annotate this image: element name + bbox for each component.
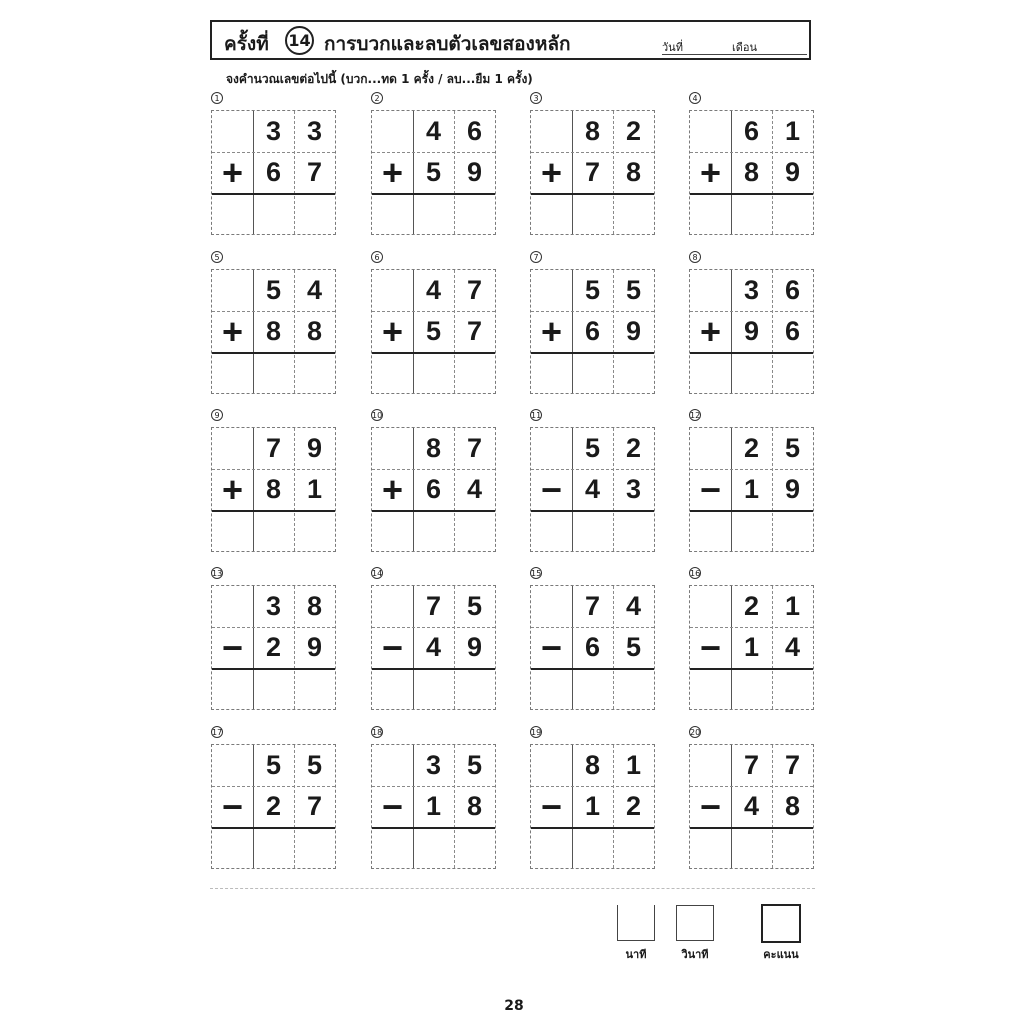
- answer-cell[interactable]: [531, 669, 572, 710]
- bottom-ones-digit: 4: [466, 474, 483, 504]
- answer-cell[interactable]: [413, 511, 454, 552]
- problem-grid: [211, 110, 336, 235]
- top-tens-digit: 5: [584, 433, 601, 463]
- operator-sign: −: [221, 627, 244, 668]
- answer-cell[interactable]: [253, 828, 294, 869]
- top-ones-digit: 4: [306, 275, 323, 305]
- problem-4: [689, 92, 816, 261]
- operator-sign: −: [699, 627, 722, 668]
- top-ones-digit: 5: [784, 433, 801, 463]
- top-ones-digit: 2: [625, 116, 642, 146]
- problem-20: [689, 726, 816, 895]
- bottom-ones-digit: 5: [625, 632, 642, 662]
- problem-9: [211, 409, 338, 578]
- bottom-tens-digit: 5: [425, 157, 442, 187]
- score-box[interactable]: [761, 904, 801, 943]
- bottom-tens-digit: 8: [265, 316, 282, 346]
- answer-cell[interactable]: [253, 669, 294, 710]
- answer-cell[interactable]: [372, 353, 413, 394]
- answer-cell[interactable]: [772, 828, 813, 869]
- top-tens-digit: 8: [425, 433, 442, 463]
- bottom-tens-digit: 4: [425, 632, 442, 662]
- answer-cell[interactable]: [690, 353, 731, 394]
- answer-cell[interactable]: [372, 511, 413, 552]
- bottom-tens-digit: 4: [743, 791, 760, 821]
- bottom-tens-digit: 1: [584, 791, 601, 821]
- answer-cell[interactable]: [613, 194, 654, 235]
- top-tens-digit: 7: [425, 591, 442, 621]
- round-label: ครั้งที่: [224, 33, 269, 55]
- operator-sign: +: [221, 152, 244, 193]
- answer-cell[interactable]: [690, 669, 731, 710]
- top-ones-digit: 1: [625, 750, 642, 780]
- operator-sign: −: [381, 627, 404, 668]
- problem-number: 7: [530, 251, 542, 263]
- problem-grid: [530, 427, 655, 552]
- problem-10: [371, 409, 498, 578]
- problem-number: 10: [372, 411, 383, 420]
- problem-number: 3: [530, 92, 542, 104]
- top-tens-digit: 3: [265, 591, 282, 621]
- seconds-label: วินาที: [681, 948, 709, 961]
- answer-cell[interactable]: [212, 828, 253, 869]
- top-ones-digit: 3: [306, 116, 323, 146]
- top-ones-digit: 9: [306, 433, 323, 463]
- problem-grid: [689, 744, 814, 869]
- problem-grid: [530, 744, 655, 869]
- top-ones-digit: 4: [625, 591, 642, 621]
- bottom-ones-digit: 6: [784, 316, 801, 346]
- round-number-badge: 14: [285, 26, 314, 55]
- top-tens-digit: 7: [743, 750, 760, 780]
- problem-18: [371, 726, 498, 895]
- bottom-tens-digit: 1: [425, 791, 442, 821]
- problem-grid: [371, 585, 496, 710]
- problem-3: [530, 92, 657, 261]
- bottom-tens-digit: 1: [743, 474, 760, 504]
- problem-number: 18: [372, 728, 383, 737]
- bottom-ones-digit: 7: [306, 157, 323, 187]
- operator-sign: +: [381, 469, 404, 510]
- problem-17: [211, 726, 338, 895]
- problem-grid: [689, 110, 814, 235]
- bottom-ones-digit: 7: [466, 316, 483, 346]
- answer-cell[interactable]: [690, 511, 731, 552]
- problem-11: [530, 409, 657, 578]
- answer-cell[interactable]: [253, 511, 294, 552]
- problem-number: 9: [211, 409, 223, 421]
- problem-2: [371, 92, 498, 261]
- answer-cell[interactable]: [613, 353, 654, 394]
- bottom-tens-digit: 5: [425, 316, 442, 346]
- top-ones-digit: 2: [625, 433, 642, 463]
- problem-grid: [689, 585, 814, 710]
- answer-cell[interactable]: [372, 669, 413, 710]
- bottom-ones-digit: 4: [784, 632, 801, 662]
- bottom-ones-digit: 3: [625, 474, 642, 504]
- problem-number: 17: [212, 728, 223, 737]
- problem-grid: [530, 110, 655, 235]
- date-line: [662, 54, 807, 55]
- answer-cell[interactable]: [772, 511, 813, 552]
- answer-cell[interactable]: [613, 669, 654, 710]
- bottom-ones-digit: 9: [466, 632, 483, 662]
- answer-cell[interactable]: [690, 194, 731, 235]
- problem-number: 11: [531, 411, 542, 420]
- answer-cell[interactable]: [731, 828, 772, 869]
- problem-number: 6: [371, 251, 383, 263]
- top-tens-digit: 5: [584, 275, 601, 305]
- bottom-tens-digit: 6: [584, 316, 601, 346]
- bottom-ones-digit: 8: [784, 791, 801, 821]
- bottom-tens-digit: 2: [265, 791, 282, 821]
- problem-7: [530, 251, 657, 420]
- answer-cell[interactable]: [572, 669, 613, 710]
- bottom-tens-digit: 9: [743, 316, 760, 346]
- top-tens-digit: 8: [584, 116, 601, 146]
- problem-number: 19: [531, 728, 542, 737]
- answer-cell[interactable]: [413, 669, 454, 710]
- problem-number: 16: [690, 569, 701, 578]
- bottom-ones-digit: 8: [466, 791, 483, 821]
- seconds-box[interactable]: [676, 905, 714, 941]
- operator-sign: +: [699, 311, 722, 352]
- top-ones-digit: 6: [784, 275, 801, 305]
- bottom-tens-digit: 6: [265, 157, 282, 187]
- bottom-tens-digit: 6: [425, 474, 442, 504]
- problem-6: [371, 251, 498, 420]
- answer-cell[interactable]: [572, 511, 613, 552]
- answer-cell[interactable]: [572, 194, 613, 235]
- problem-grid: [371, 427, 496, 552]
- problem-number: 13: [212, 569, 223, 578]
- problem-number: 20: [690, 728, 701, 737]
- answer-cell[interactable]: [731, 511, 772, 552]
- answer-cell[interactable]: [294, 511, 335, 552]
- problem-number: 1: [211, 92, 223, 104]
- problem-number: 5: [211, 251, 223, 263]
- problem-grid: [211, 585, 336, 710]
- answer-cell[interactable]: [690, 828, 731, 869]
- answer-cell[interactable]: [413, 828, 454, 869]
- answer-cell[interactable]: [772, 669, 813, 710]
- bottom-ones-digit: 2: [625, 791, 642, 821]
- answer-cell[interactable]: [613, 511, 654, 552]
- minutes-label: นาที: [625, 948, 647, 961]
- problem-grid: [689, 427, 814, 552]
- operator-sign: −: [699, 469, 722, 510]
- problem-number: 12: [690, 411, 701, 420]
- top-tens-digit: 5: [265, 750, 282, 780]
- operator-sign: +: [540, 152, 563, 193]
- top-tens-digit: 6: [743, 116, 760, 146]
- answer-cell[interactable]: [372, 828, 413, 869]
- top-ones-digit: 8: [306, 591, 323, 621]
- top-ones-digit: 7: [466, 275, 483, 305]
- operator-sign: −: [221, 786, 244, 827]
- problem-grid: [689, 269, 814, 394]
- top-ones-digit: 5: [466, 750, 483, 780]
- bottom-ones-digit: 9: [625, 316, 642, 346]
- answer-cell[interactable]: [613, 828, 654, 869]
- top-tens-digit: 5: [265, 275, 282, 305]
- answer-cell[interactable]: [531, 353, 572, 394]
- problem-grid: [211, 744, 336, 869]
- bottom-tens-digit: 6: [584, 632, 601, 662]
- problem-5: [211, 251, 338, 420]
- answer-cell[interactable]: [572, 353, 613, 394]
- instruction-text: จงคำนวณเลขต่อไปนี้ (บวก...ทด 1 ครั้ง / ลบ...ยืม 1 ครั้ง): [226, 72, 533, 86]
- worksheet-title: การบวกและลบตัวเลขสองหลัก: [324, 33, 571, 55]
- answer-cell[interactable]: [413, 353, 454, 394]
- answer-cell[interactable]: [372, 194, 413, 235]
- operator-sign: +: [540, 311, 563, 352]
- bottom-ones-digit: 8: [306, 316, 323, 346]
- answer-cell[interactable]: [454, 511, 495, 552]
- answer-cell[interactable]: [294, 353, 335, 394]
- top-tens-digit: 7: [265, 433, 282, 463]
- footer-divider: [210, 888, 815, 889]
- top-tens-digit: 8: [584, 750, 601, 780]
- problem-number: 2: [371, 92, 383, 104]
- top-ones-digit: 7: [466, 433, 483, 463]
- operator-sign: −: [381, 786, 404, 827]
- answer-cell[interactable]: [731, 353, 772, 394]
- bottom-tens-digit: 8: [265, 474, 282, 504]
- top-tens-digit: 4: [425, 116, 442, 146]
- answer-cell[interactable]: [772, 353, 813, 394]
- date-month-label: เดือน: [732, 41, 758, 54]
- answer-cell[interactable]: [294, 194, 335, 235]
- bottom-ones-digit: 9: [784, 157, 801, 187]
- problem-number: 8: [689, 251, 701, 263]
- problem-14: [371, 567, 498, 736]
- minutes-box[interactable]: [617, 905, 655, 941]
- bottom-ones-digit: 1: [306, 474, 323, 504]
- answer-cell[interactable]: [454, 353, 495, 394]
- page-number: 28: [504, 998, 524, 1014]
- top-ones-digit: 5: [625, 275, 642, 305]
- answer-cell[interactable]: [294, 828, 335, 869]
- answer-cell[interactable]: [253, 194, 294, 235]
- operator-sign: −: [540, 469, 563, 510]
- answer-cell[interactable]: [212, 669, 253, 710]
- answer-cell[interactable]: [731, 669, 772, 710]
- operator-sign: +: [381, 311, 404, 352]
- operator-sign: +: [221, 469, 244, 510]
- answer-cell[interactable]: [212, 511, 253, 552]
- answer-cell[interactable]: [531, 194, 572, 235]
- operator-sign: +: [699, 152, 722, 193]
- top-ones-digit: 6: [466, 116, 483, 146]
- bottom-tens-digit: 1: [743, 632, 760, 662]
- answer-cell[interactable]: [531, 511, 572, 552]
- answer-cell[interactable]: [454, 828, 495, 869]
- top-ones-digit: 1: [784, 591, 801, 621]
- answer-cell[interactable]: [454, 194, 495, 235]
- answer-cell[interactable]: [294, 669, 335, 710]
- top-tens-digit: 7: [584, 591, 601, 621]
- problem-15: [530, 567, 657, 736]
- answer-cell[interactable]: [731, 194, 772, 235]
- bottom-ones-digit: 9: [466, 157, 483, 187]
- top-tens-digit: 3: [743, 275, 760, 305]
- bottom-ones-digit: 9: [306, 632, 323, 662]
- operator-sign: +: [381, 152, 404, 193]
- answer-cell[interactable]: [212, 353, 253, 394]
- operator-sign: +: [221, 311, 244, 352]
- problem-19: [530, 726, 657, 895]
- top-ones-digit: 7: [784, 750, 801, 780]
- top-tens-digit: 4: [425, 275, 442, 305]
- problem-grid: [211, 427, 336, 552]
- answer-cell[interactable]: [772, 194, 813, 235]
- problem-grid: [530, 269, 655, 394]
- problem-8: [689, 251, 816, 420]
- bottom-ones-digit: 7: [306, 791, 323, 821]
- date-day-label: วันที่: [662, 41, 683, 54]
- top-tens-digit: 2: [743, 433, 760, 463]
- bottom-tens-digit: 8: [743, 157, 760, 187]
- problem-1: [211, 92, 338, 261]
- problem-number: 14: [372, 569, 383, 578]
- bottom-tens-digit: 7: [584, 157, 601, 187]
- answer-cell[interactable]: [212, 194, 253, 235]
- answer-cell[interactable]: [572, 828, 613, 869]
- top-tens-digit: 3: [265, 116, 282, 146]
- answer-cell[interactable]: [253, 353, 294, 394]
- top-ones-digit: 1: [784, 116, 801, 146]
- problem-number: 15: [531, 569, 542, 578]
- operator-sign: −: [699, 786, 722, 827]
- answer-cell[interactable]: [454, 669, 495, 710]
- score-label: คะแนน: [763, 948, 799, 961]
- answer-cell[interactable]: [531, 828, 572, 869]
- operator-sign: −: [540, 627, 563, 668]
- problem-number: 4: [689, 92, 701, 104]
- worksheet-header: [210, 20, 811, 60]
- bottom-ones-digit: 8: [625, 157, 642, 187]
- top-tens-digit: 2: [743, 591, 760, 621]
- top-tens-digit: 3: [425, 750, 442, 780]
- problem-12: [689, 409, 816, 578]
- operator-sign: −: [540, 786, 563, 827]
- bottom-ones-digit: 9: [784, 474, 801, 504]
- problem-13: [211, 567, 338, 736]
- top-ones-digit: 5: [466, 591, 483, 621]
- problem-16: [689, 567, 816, 736]
- problem-grid: [371, 269, 496, 394]
- bottom-tens-digit: 4: [584, 474, 601, 504]
- problem-grid: [211, 269, 336, 394]
- bottom-tens-digit: 2: [265, 632, 282, 662]
- problem-grid: [530, 585, 655, 710]
- answer-cell[interactable]: [413, 194, 454, 235]
- top-ones-digit: 5: [306, 750, 323, 780]
- problem-grid: [371, 744, 496, 869]
- problem-grid: [371, 110, 496, 235]
